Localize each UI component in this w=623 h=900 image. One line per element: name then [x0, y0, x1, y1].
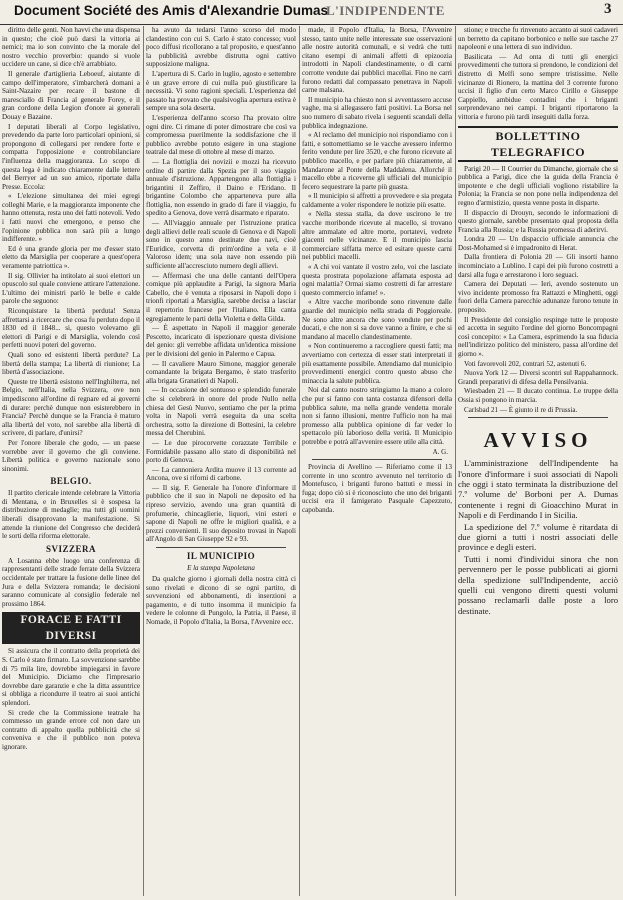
column-4: [458, 26, 618, 894]
article-paragraph: made, il Popolo d'Italia, la Borsa, l'Avvenire stesso, tanto unite nelle interessate sue osservazioni alle nostre autorità comunali, e si vedrà che tutti citano esempi di animali affetti di epizoozia introdotti in Napoli clandestinamente, o di carni corrotte vendute dai pubblici macellai. Fino ne carri furono redatti dal compassato penetrava in Napoli carne malsana.: [302, 26, 452, 95]
telegram-paragraph: Camera dei Deputati — Ieri, avendo sostenuto un vivo incidente promosso fra Rattazzi e Minghetti, oggi fuori della Camera parecchie adunanze furono tenute in proposito.: [458, 280, 618, 315]
article-paragraph: — È aspettato in Napoli il maggior generale Pescetto, incaricato di ispezionare questa divisione del genio: gli verrebbe affidata un'identica missione per le divisioni del genio in Palermo e Capua.: [146, 324, 296, 358]
telegram-paragraph: Il dispaccio di Drouyn, secondo le informazioni di questo giornale, sarebbe presentato qual proposta della Francia alla Russia; e la Russia promessa di aderirvi.: [458, 208, 618, 234]
article-paragraph: « Nella stessa stalla, da dove uscirono le tre vacche moribonde ricevute al macello, si trovano altre ammalate ed altre morte, portatevi, vedrete giacenti nelle vicinanze. E il municipio lascia commerciare siffatta merce ed esitare queste carni nei pubblici macelli.: [302, 210, 452, 262]
article-paragraph: « L'elezione simultanea dei miei egregi colleghi Marie, e la maggioranza imponente che hanno ottenuta, resta uno dei fatti notevoli. Vedo i fatti nuovi che emergono, e penso che l'opinione pubblica non sarà più a lungo indifferente. »: [2, 192, 140, 244]
article-paragraph: — In occasione del sontuoso e splendido funerale che si celebrerà in onore del prode Nullo nella chiesa del Gesù Nuovo, sentiamo che per la prima volta in Napoli verrà eseguita da una scelta orchestra, sotto la direzione di Bottesini, la celebre messa del Cherubini.: [146, 386, 296, 438]
page-header: [0, 0, 623, 24]
section-rule: [156, 547, 286, 548]
section-heading-municipio: IL MUNICIPIO: [186, 551, 256, 562]
article-paragraph: Provincia di Avellino — Riferiamo come il 13 corrente in uno scontro avvenuto nel territorio di Montefusco, i briganti furono battuti e messi in fuga; dopo ciò si è riconosciuto che uno dei briganti uccisi era il famigerato Pasquale Capezzuto, capobanda.: [302, 463, 452, 515]
telegram-paragraph: Dalla frontiera di Polonia 20 — Gli insorti hanno incominciato a Lublino. I capi dei più furono costretti a darsi alla fuga e arrestarono i loro seguaci.: [458, 253, 618, 279]
article-paragraph: L'esperienza dell'anno scorso l'ha provato oltre ogni dire. Ci rimane di poter dimostrare che così va compromessa puerilmente la soddisfazione che il pubblico avrebbe potuto esigere in una stagione teatrale dal mese di ottobre al mese di marzo.: [146, 113, 296, 157]
notice-body: [458, 458, 618, 616]
header-rule: [0, 24, 623, 25]
article-paragraph: Il municipio ha chiesto non si avventassero accuse vaghe, ma si allegassero fatti positivi. La Borsa nel suo numero di sabato rivela i seguenti scandali della pubblica indegnazione.: [302, 95, 452, 130]
masthead-title: L'INDIPENDENTE: [326, 3, 445, 18]
section-subheading: E la stampa Napoletana: [187, 564, 255, 573]
article-paragraph: — Le due pirocorvette corazzate Terribile e Formidabile passano allo stato di disponibilità nel porto di Genova.: [146, 438, 296, 465]
column-1: [2, 26, 140, 894]
section-rule: [312, 459, 442, 460]
article-paragraph: — La flottiglia dei novizii e mozzi ha ricevuto ordine di partire dalla Spezia per il suo viaggio annuale d'istruzione. Appartengono alla flottiglia i brigantini il Zeffiro, il Daino e l'Eridano. Il brigantine Colombo che apparteneva pure alla flottiglia, non essendo in grado di fare il viaggio, fu spedito a Genova, dove verrà disarmato e riparato.: [146, 157, 296, 218]
article-paragraph: Per l'onore liberale che godo, — un paese vorrebbe aver il governo che gli conviene. Libertà politica e governo nazionale sono sinonimi.: [2, 438, 140, 473]
telegram-paragraph: Voti favorevoli 202, contrari 52, astenuti 6.: [464, 359, 587, 368]
telegram-paragraph: Carlsbad 21 — È giunto il re di Prussia.: [464, 405, 578, 414]
column-divider: [143, 26, 144, 896]
article-paragraph: Quali sono ed esistenti libertà perdute? La libertà della stampa; La libertà di riunione; La libertà d'associazione.: [2, 350, 140, 377]
column-2: [146, 26, 296, 894]
section-rule: [468, 417, 608, 418]
article-paragraph: « Il municipio si affretti a provvedere e sia pregata caldamente a voler rispondere le notizie più esatte.: [302, 192, 452, 209]
column-divider: [455, 26, 456, 896]
article-paragraph: Il generale d'artiglieria Leboeuf, aiutante di campo dell'imperatore, s'imbarcherà domani a Saint-Nazaire per recare il bastone di maresciallo di Francia al generale Forey, e il gran cordone della Legion d'onore ai generali Douay e Bazaine.: [2, 69, 140, 121]
article-paragraph: — Il sig. F. Generale ha l'onore d'informare il pubblico che il suo in Napoli ne deposito ed ha ripreso servizio, avendo una gran quantità di profumerie, chincaglierie, liquori, vini esteri e sapone di Napoli ne offre le migliori qualità, e a prezzi convenienti. Il suo deposito trovasi in Napoli all'Angolo di San Giuseppe 92 e 93.: [146, 483, 296, 544]
telegram-paragraph: Nuova York 12 — Diversi scontri sul Rappahannock. Grandi preparativi di difesa della Pensilvania.: [458, 369, 618, 386]
article-paragraph: « Al reclamo del municipio noi rispondiamo con i fatti, e sottomettiamo se le vacche avessero infermo ferito vendute per lire 3520, e che furono ricevute al pubblico macello, e per parlare più chiaramente, al Mandarone al Ponte della Maddalena. Allorché il macello ebbe a riceverne gli ufficiali del municipio fecero sequestrare la parte più guasta.: [302, 131, 452, 191]
column-divider: [299, 26, 300, 896]
author-signature: A. G.: [432, 447, 448, 456]
section-heading-belgio: BELGIO.: [50, 476, 92, 487]
article-paragraph: Da qualche giorno i giornali della nostra città ci sono rivelati e dicono di se ogni partito, di sovvenzioni ed abbonamenti, di inserzioni a pagamento, e di tutto insomma il municipio fa vedere le colonne di Pungolo, la Patria, il Paese, il Nomade, il Popolo d'Italia, la Borsa, l'Avvenire ecc.: [146, 575, 296, 626]
article-paragraph: stione; e trecche fu rinvenuto accanto ai suoi cadaveri un berretto da capitano borbonico e nelle sue tasche 27 napoleoni e una lettera di suo individuo.: [458, 26, 618, 52]
telegram-paragraph: Wiesbaden 21 — Il ducato continua. Le truppe della Ossia si pongono in marcia.: [458, 387, 618, 404]
article-paragraph: I deputati liberali al Corpo legislativo, prevedendo da parte loro particolari opinioni, si propongono di collegarsi per rendere forte e compatta l'opposizione e controbilanciare l'influenza della maggioranza. Lo scopo di questa lega è indicato chiaramente dalle lettere del Berryer ad un suo amico, riportate dalla Presse. Eccola:: [2, 122, 140, 191]
article-paragraph: Il partito clericale intende celebrare la Vittoria di Mentana, e in Bruxelles si è sospesa la distribuzione di medaglie; ma tutti gli uomini liberali disapprovano la manifestazione. Si attende la riunione del Congresso che deciderà le sorti della riforma elettorale.: [2, 489, 140, 541]
article-paragraph: — La cannoniera Ardita muove il 13 corrente ad Ancona, ove si riforni di carbone.: [146, 465, 296, 483]
article-paragraph: Basilicata — Ad onta di tutti gli energici provvedimenti che tuttora si prendono, le condizioni del distretto di Melfi sono sempre tristissime. Nelle vicinanze di Rionero, la mattina del 3 corrente furono uccisi il figlio d'un certo Marco Cirillo e Giuseppe Cappiello, ambidue contadini che i briganti sorprendevano nei campi. I briganti riportarono la vittoria e furono più tardi inseguiti dalla forza.: [458, 52, 618, 121]
article-paragraph: Queste tre libertà esistono nell'Inghilterra, nel Belgio, nell'Italia, nella Svizzera, ove non impediscono all'ordine di regnare ed ai governi di durare: perchè dunque non esisterebbero in Francia? Perchè dunque se la Francia è maturo alla libertà del voto, nol sarebbe alla libertà di scrivere, di parlare, d'unirsi?: [2, 377, 140, 438]
telegram-paragraph: Parigi 20 — Il Courrier du Dimanche, giornale che si pubblica a Parigi, dice che la guida della Francia è impotente e che degli ufficiali vogliono ristabilire la Polonia; la Francia se non pone nella indipendenza del regno d'armistizio, questa venne posta in disparte.: [458, 164, 618, 207]
article-paragraph: Ed è una grande gloria per me d'esser stato eletto da Marsiglia per cooperare a quest'opera veramente patriottica ».: [2, 244, 140, 271]
archive-watermark: Document Société des Amis d'Alexandrie Dumas: [14, 3, 329, 18]
section-banner-bollettino: BOLLETTINO TELEGRAFICO: [458, 126, 618, 162]
notice-heading-avviso: AVVISO: [483, 428, 593, 453]
notice-paragraph: L'amministrazione dell'Indipendente ha l'onore d'informare i suoi associati di Napoli che oggi i stato terminata la distribuzione del 7.º volume de' Borboni per A. Dumas contenente i regni di Gioacchino Murat in Napoli e di Ferdinando I in Sicilia.: [458, 458, 618, 521]
article-paragraph: A Losanna ebbe luogo una conferenza di rappresentanti delle strade ferrate della Svizzera occidentale per trattare la fusione delle linee del Jura e della Svizzera romanda; le decisioni saranno comunicate al consiglio federale nel prossimo 1864.: [2, 556, 140, 608]
article-paragraph: — All'viaggio annuale per l'istruzione pratica degli allievi delle reali scuole di Genova e di Napoli sono in questo anno destinate due navi, cioè l'Euridice, corvetta di prim'ordine a vela e il Valoroso idem; una sola nave non essendo più sufficiente all'accresciuto numero degli allievi.: [146, 219, 296, 271]
article-paragraph: — Il cavaliere Mauro Simone, maggior generale comandante la brigata Bergamo, è stato trasferito alla brigata Granatieri di Napoli.: [146, 359, 296, 385]
column-3: [302, 26, 452, 894]
article-paragraph: diritto delle genti. Non havvi che una dispensa in questo; che cioè può darsi la vittoria ai nemici; ma io son convinto che la morale del nostro vecchio proverbio: quando si vuole uccidere un cane, si dice ch'è arrabbiato.: [2, 26, 140, 69]
article-paragraph: Riconquistare la libertà perduta! Senza affrettarsi a ricercare che cosa fu perduto dopo il 1830 ed il 1848... si, questo volevamo gli elettori di Parigi e di Marsiglia, volendo così perfetti nuovi poteri del governo.: [2, 307, 140, 350]
article-paragraph: Si crede che la Commissione teatrale ha commesso un grande errore col non dare un contratto di appalto quella pubblicità che si conveniva e che il pubblico non poteva ignorare.: [2, 708, 140, 751]
article-paragraph: L'apertura di S. Carlo in luglio, agosto e settembre è un grave errore di cui nulla può giustificare la necessità. Vi sono ragioni speciali. L'esperienza del passato ha provato che qualsivoglia apertura estiva è sempre una sola deserta.: [146, 69, 296, 113]
article-paragraph: « A chi voi vantate il vostro zelo, voi che lasciate questa prostrata popolazione affamata esposta ad ogni malattia? Ormai siamo costretti di far arrestare questo commercio infame! ».: [302, 263, 452, 297]
section-heading-svizzera: SVIZZERA: [45, 543, 96, 554]
telegram-paragraph: Londra 20 — Un dispaccio ufficiale annuncia che Dost-Mohamed si è impadronito di Herat.: [458, 235, 618, 252]
article-paragraph: — Affermasi che una delle cantanti dell'Opera comique più applaudite a Parigi, la signora Maria Cabello, che è venuta a riposarsi in Napoli dopo i trionfi riportati a Marsiglia, sarebbe decisa a lasciar il repertorio francese per l'italiano. Ella canta egregiamente le parti della Violetta e della Gilda.: [146, 271, 296, 323]
article-paragraph: Il sig. Ollivier ha intitolato ai suoi elettori un opuscolo sul quale conviene attirare l'attenzione. L'ultimo dei ministri parlò le belle e calde parole che seguono:: [2, 271, 140, 306]
article-paragraph: Si assicura che il contratto della proprietà dei S. Carlo è stato firmato. La sovvenzione sarebbe di 75 mila lire, dovrebbe impiegarsi in favore del Municipio. Diciamo che l'impresario dovrebbe dare garanzie e che la ditta assuntrice si obbliga a ricondurre il teatro ai suoi antichi splendori.: [2, 647, 140, 707]
telegram-paragraph: Il Presidente del consiglio respinge tutte le proposte ed accetta in seguito l'ordine del giorno Boncompagni così concepito: « La Camera, esprimendo la sua fiducia nell'indirizzo politico del ministero, passa all'ordine del giorno ».: [458, 315, 618, 358]
notice-paragraph: Tutti i nomi d'individui sinora che non pervennero per le posse pubblicati ai giorni della spedizione sull'Indipendente, acciò quelli cui vengono diretti questi volumi possano reclamarli dalle poste a loro destinate.: [458, 553, 618, 616]
section-banner-cronaca: FORACE E FATTI DIVERSI: [2, 612, 140, 644]
article-paragraph: « Non continueremo a raccogliere questi fatti; ma avvertiamo con certezza di esser stati interpretati il più esattamente possibile. Attendiamo dal municipio provvedimenti energici contro questo abuso che minaccia la salute pubblica.: [302, 342, 452, 385]
article-paragraph: ha avuto da tedarsi l'anno scorso del modo clandestino con cui S. Carlo è stato concesso; vuol poco diffusi ricollorano a tal proposito, e quest'anno la pubblicità avrebbe distrutta ogni cattivo supposizione maligna.: [146, 26, 296, 69]
article-paragraph: « Altre vacche moribonde sono rinvenute dalle guardie del municipio nella strada di Poggioreale. Ne sono altre ancora che sono vendute per pochi ducati, e che non si sa dove vanno a finire, e che si mandano al macello clandestinamente.: [302, 298, 452, 341]
page-number: 3: [604, 1, 612, 17]
notice-paragraph: La spedizione del 7.º volume è ritardata di due giorni a tutti i nostri associati delle province e degli esteri.: [458, 521, 618, 553]
article-paragraph: Noi dal canto nostro stringiamo la mano a coloro che pur si fanno con tanta costanza difensori della pubblica salute, ma nella grande vendetta morale non si fanno illusioni, mentre l'ufficio non ha mai promesso alla pubblica opinione di far veder lo spettacolo più laborioso della verità. Il Municipio potrebbe e potrà all'avvenire essere utile alla città.: [302, 386, 452, 446]
